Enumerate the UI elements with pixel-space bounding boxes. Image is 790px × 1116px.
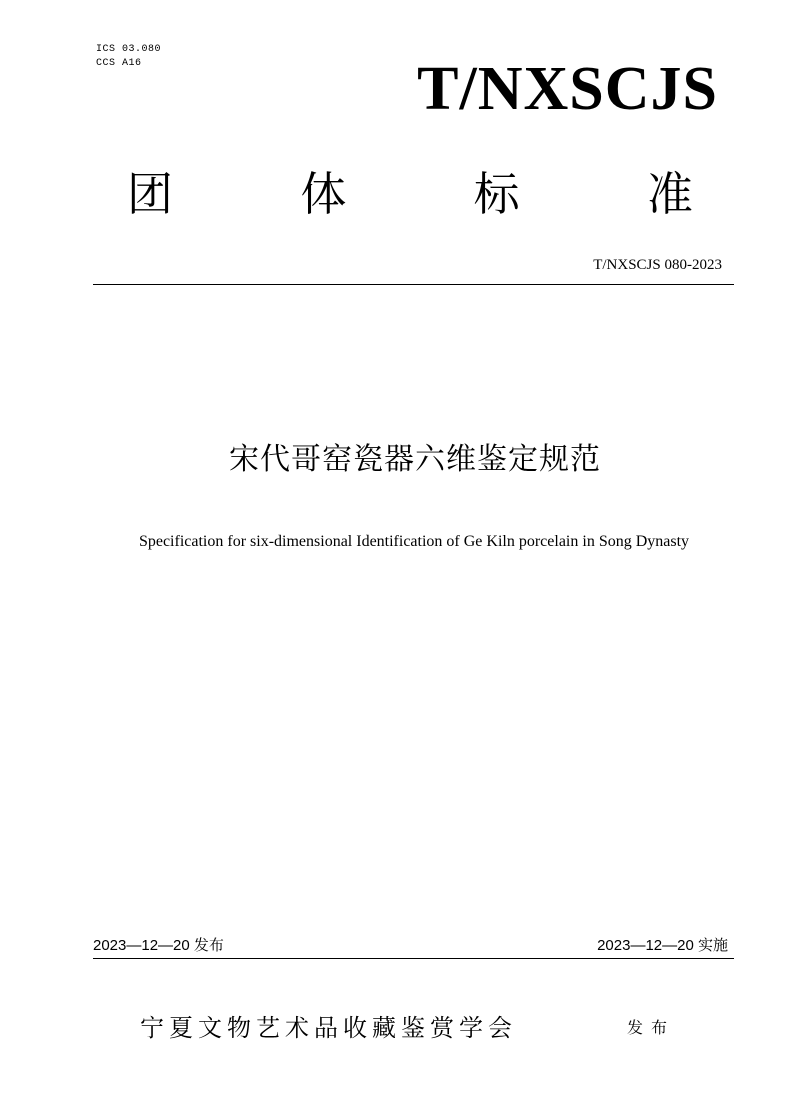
organization-code: T/NXSCJS — [417, 55, 718, 123]
title-english: Specification for six-dimensional Identification of Ge Kiln porcelain in Song Dynasty — [138, 533, 690, 550]
header-divider — [93, 284, 734, 285]
implementation-date: 2023—12—20 实施 — [597, 937, 728, 954]
standard-type-char: 准 — [646, 167, 693, 221]
publisher-name: 宁夏文物艺术品收藏鉴赏学会 — [140, 1014, 517, 1042]
standard-type — [100, 165, 720, 223]
title-chinese: 宋代哥窑瓷器六维鉴定规范 — [229, 442, 601, 477]
issue-date: 2023—12—20 发布 — [93, 937, 224, 954]
ccs-code: CCS A16 — [96, 58, 142, 69]
ics-code: ICS 03.080 — [96, 44, 162, 55]
standard-type-char: 体 — [300, 167, 347, 221]
publisher-row — [0, 1010, 790, 1050]
standard-type-char: 团 — [127, 167, 173, 221]
publish-label: 发布 — [627, 1018, 676, 1037]
standard-number: T/NXSCJS 080-2023 — [593, 257, 722, 273]
standard-type-char: 标 — [473, 167, 520, 221]
classification-codes — [96, 43, 161, 71]
footer-divider — [93, 958, 734, 959]
